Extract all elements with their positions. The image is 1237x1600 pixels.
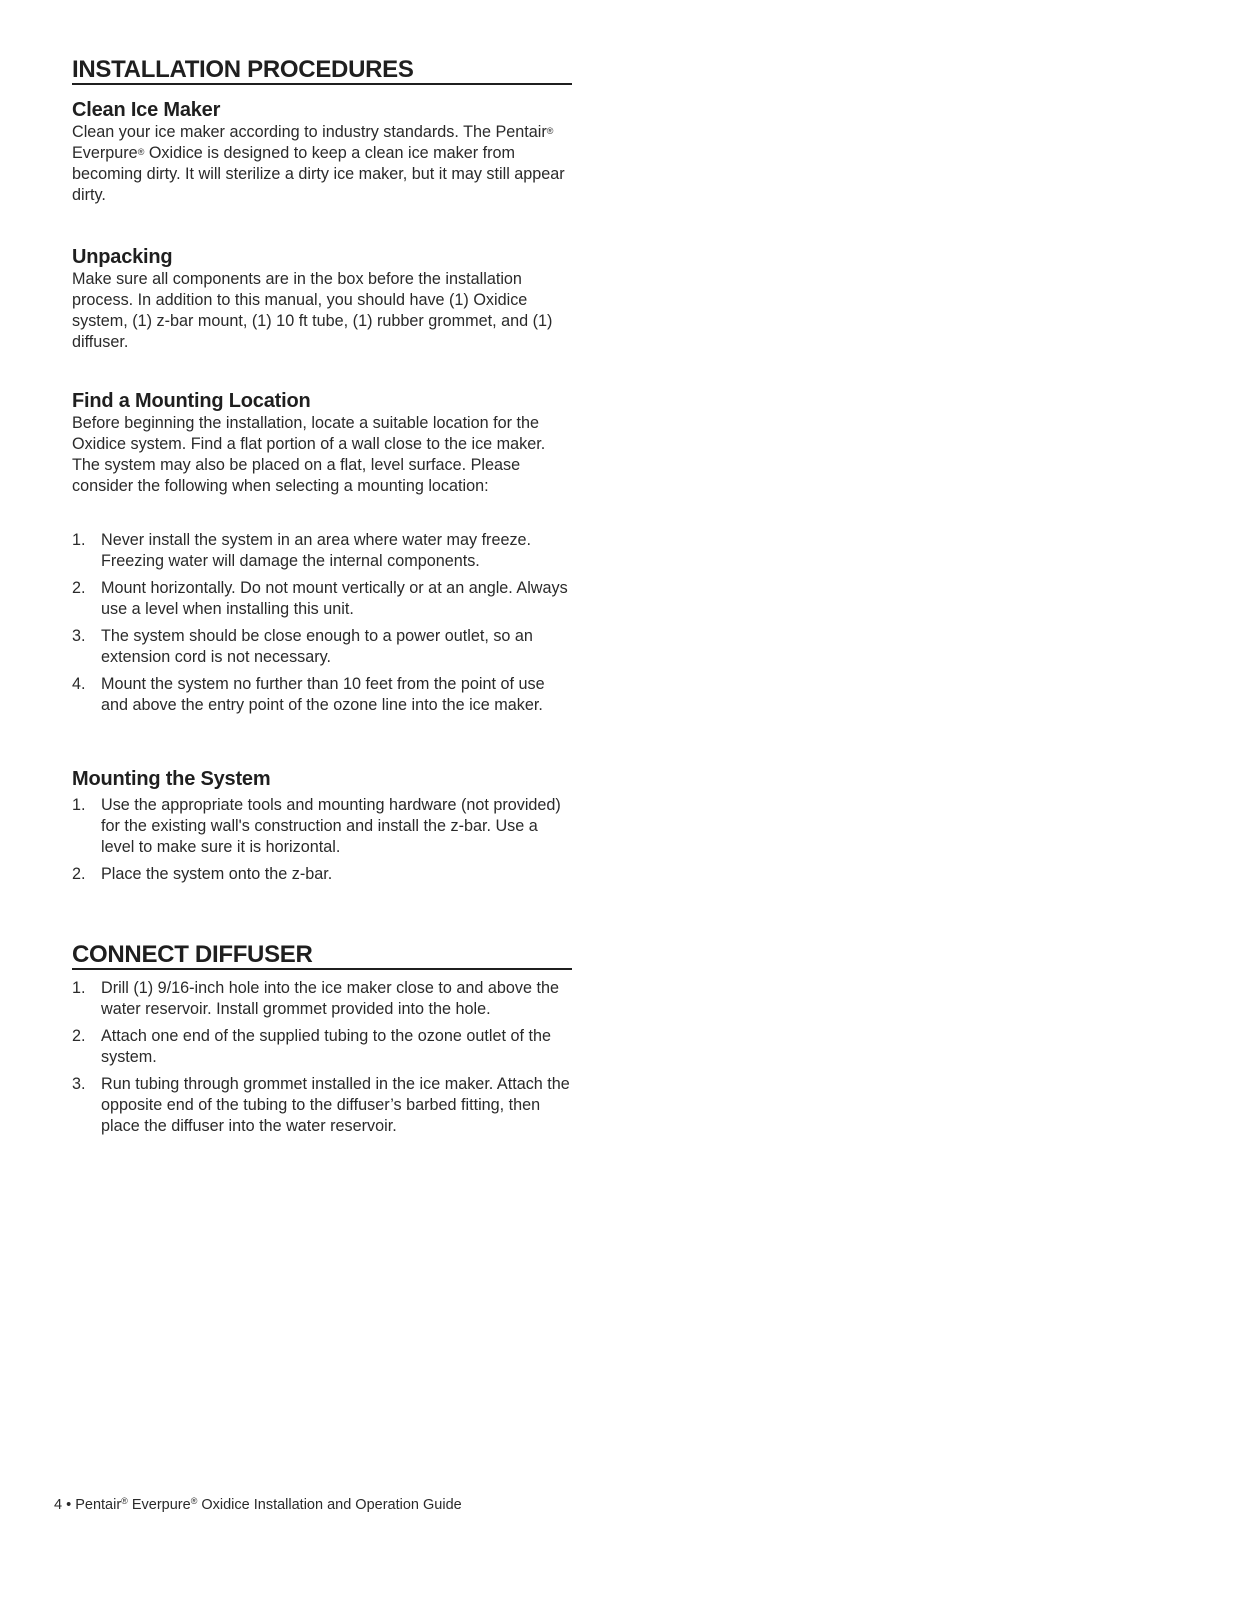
footer-brand: Everpure xyxy=(127,1497,191,1513)
footer-guide-title: Oxidice Installation and Operation Guide xyxy=(197,1497,462,1513)
list-text: Mount horizontally. Do not mount vertically or at an angle. Always use a level when installing this unit. xyxy=(101,579,568,618)
heading-clean-ice-maker: Clean Ice Maker xyxy=(72,99,221,121)
clean-ice-maker-text xyxy=(72,122,572,206)
list-item xyxy=(72,674,572,716)
clean-text-part: Oxidice is designed to keep a clean ice maker from becoming dirty. It will sterilize a dirty ice maker, but it may still appear dirty. xyxy=(72,144,565,204)
list-number: 1. xyxy=(72,796,86,814)
list-number: 4. xyxy=(72,675,86,693)
clean-text-part: Clean your ice maker according to industry standards. The Pentair xyxy=(72,123,547,141)
list-text: Attach one end of the supplied tubing to the ozone outlet of the system. xyxy=(101,1027,551,1066)
list-item xyxy=(72,578,572,620)
list-number: 1. xyxy=(72,979,86,997)
list-item xyxy=(72,978,572,1020)
list-text: Drill (1) 9/16-inch hole into the ice maker close to and above the water reservoir. Install grommet provided into the hole. xyxy=(101,979,559,1018)
mounting-location-list xyxy=(72,530,572,722)
list-text: Place the system onto the z-bar. xyxy=(101,865,333,883)
diffuser-steps-list xyxy=(72,978,572,1137)
connect-diffuser-section xyxy=(72,942,572,1143)
list-number: 2. xyxy=(72,865,86,883)
list-number: 2. xyxy=(72,1027,86,1045)
list-item xyxy=(72,795,572,858)
mounting-location-text: Before beginning the installation, locate a suitable location for the Oxidice system. Find a flat portion of a wall close to the ice maker. The system may also be placed on a flat, level surface. Please consider the following when selecting a mounting location: xyxy=(72,414,546,495)
list-number: 1. xyxy=(72,531,86,549)
list-text: Run tubing through grommet installed in the ice maker. Attach the opposite end of the tubing to the diffuser’s barbed fitting, then place the diffuser into the water reservoir. xyxy=(101,1075,570,1135)
clean-text-part: Everpure xyxy=(72,144,138,162)
section-title-installation: INSTALLATION PROCEDURES xyxy=(72,57,572,85)
mounting-steps-list xyxy=(72,795,572,885)
list-text: Use the appropriate tools and mounting hardware (not provided) for the existing wall's construction and install the z-bar. Use a level to make sure it is horizontal. xyxy=(101,796,561,856)
registered-mark: ® xyxy=(190,1496,198,1506)
unpacking-block xyxy=(72,246,572,353)
section-title-connect-diffuser: CONNECT DIFFUSER xyxy=(72,942,572,970)
list-item xyxy=(72,626,572,668)
list-item xyxy=(72,1026,572,1068)
registered-mark: ® xyxy=(546,126,554,136)
page-footer xyxy=(54,1497,462,1513)
footer-separator: • xyxy=(62,1497,76,1513)
footer-brand: Pentair xyxy=(75,1497,122,1513)
list-number: 3. xyxy=(72,1075,86,1093)
list-text: The system should be close enough to a power outlet, so an extension cord is not necessary. xyxy=(101,627,533,666)
location-steps-list xyxy=(72,530,572,716)
list-item xyxy=(72,530,572,572)
mounting-location-block xyxy=(72,390,572,497)
mounting-system-block xyxy=(72,768,572,891)
list-item xyxy=(72,1074,572,1137)
clean-ice-maker-block xyxy=(72,99,572,206)
registered-mark: ® xyxy=(137,147,145,157)
unpacking-text: Make sure all components are in the box before the installation process. In addition to this manual, you should have (1) Oxidice system, (1) z-bar mount, (1) 10 ft tube, (1) rubber grommet, and (1) diffuser. xyxy=(72,270,553,351)
heading-mounting-location: Find a Mounting Location xyxy=(72,390,311,412)
page-number: 4 xyxy=(54,1497,63,1513)
list-text: Mount the system no further than 10 feet from the point of use and above the entry point of the ozone line into the ice maker. xyxy=(101,675,545,714)
list-number: 3. xyxy=(72,627,86,645)
registered-mark: ® xyxy=(121,1496,128,1506)
list-text: Never install the system in an area where water may freeze. Freezing water will damage the internal components. xyxy=(101,531,532,570)
list-number: 2. xyxy=(72,579,86,597)
heading-mounting-system: Mounting the System xyxy=(72,768,271,790)
list-item xyxy=(72,864,572,885)
heading-unpacking: Unpacking xyxy=(72,246,173,268)
installation-section xyxy=(72,57,572,85)
